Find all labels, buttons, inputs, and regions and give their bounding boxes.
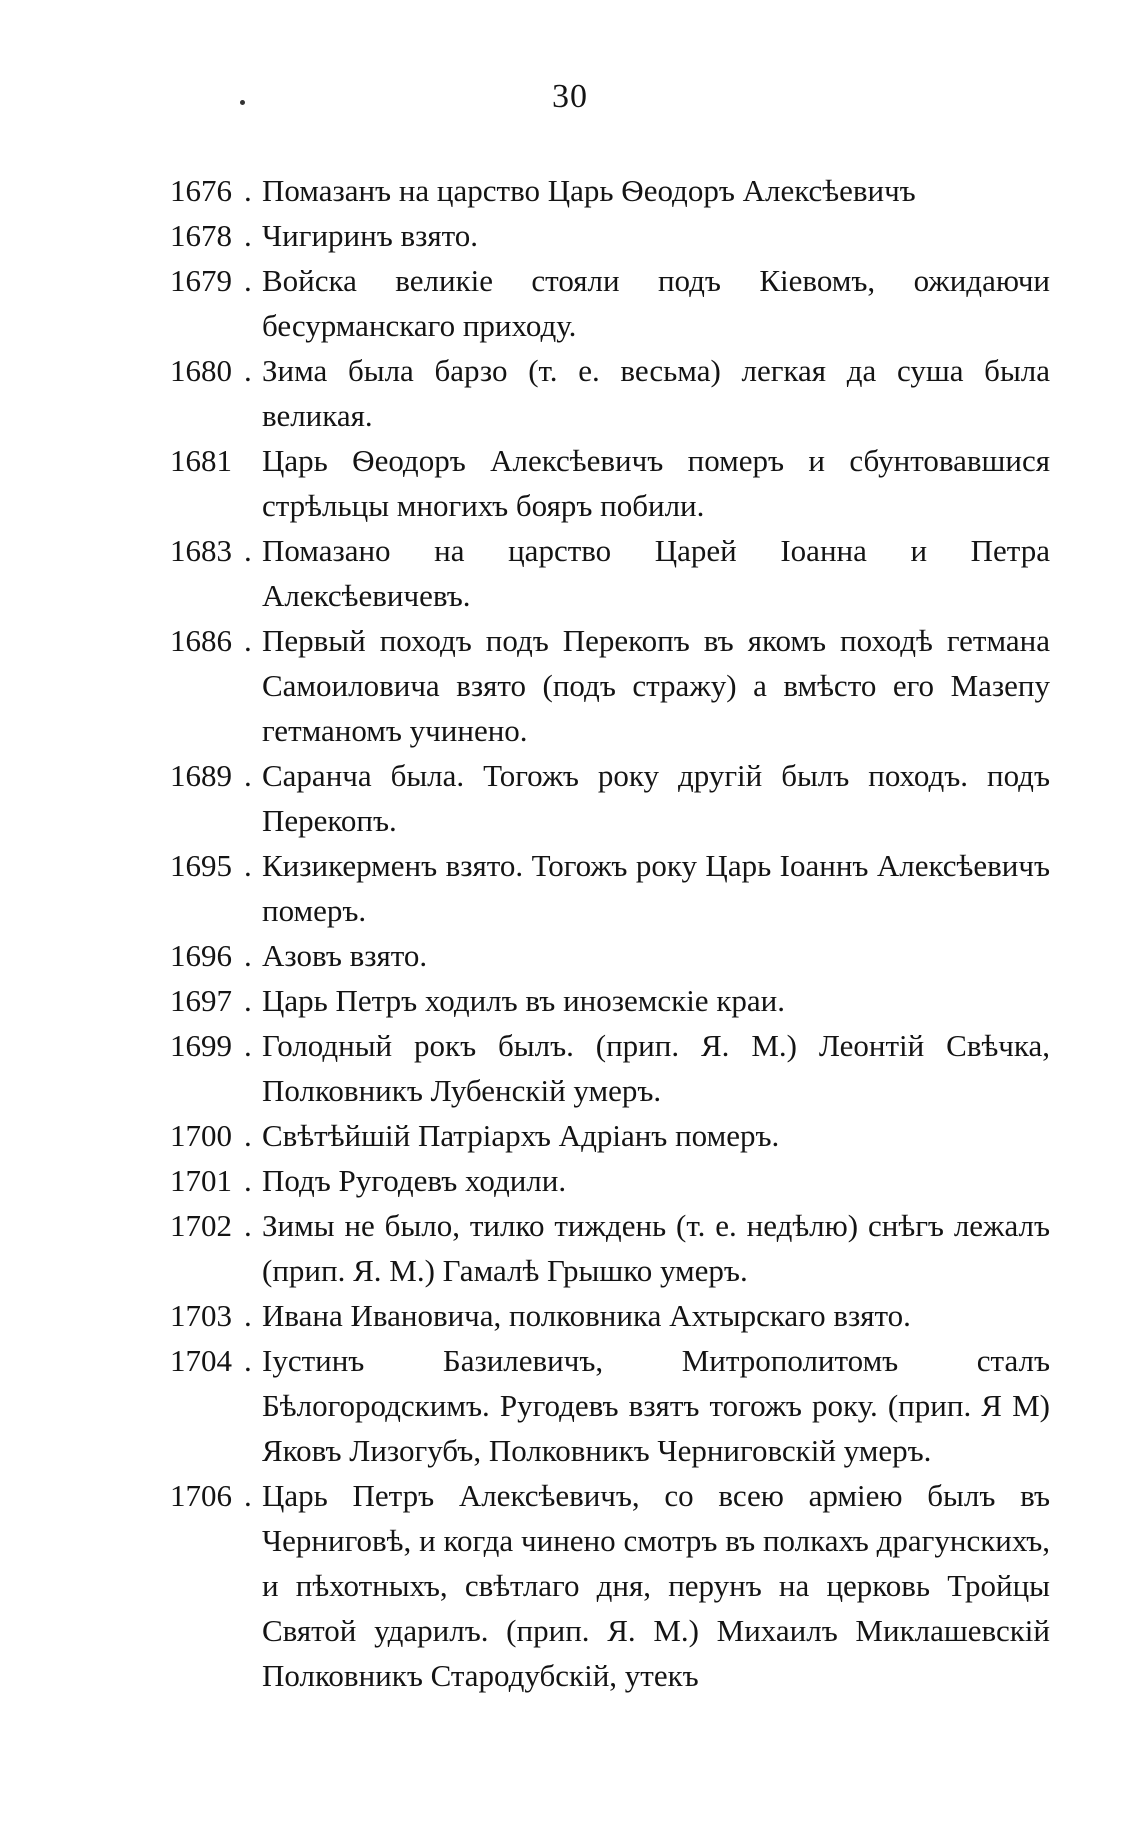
entry-text: Зимы не было, тилко тиждень (т. е. недѣлю) снѣгъ лежалъ (прип. Я. М.) Гамалѣ Грышко умеръ. bbox=[262, 1208, 1050, 1288]
entry-text: Азовъ взято. bbox=[262, 938, 428, 973]
chronicle-entry: 1679 . Войска великіе стояли подъ Кіевомъ, ожидаючи бесурманскаго приходу. bbox=[170, 258, 1050, 348]
entry-text: Саранча была. Тогожъ року другій былъ походъ. подъ Перекопъ. bbox=[262, 758, 1050, 838]
entry-year: 1686 bbox=[170, 623, 232, 658]
chronicle-entries bbox=[170, 168, 1050, 1698]
chronicle-entry: 1701 . Подъ Ругодевъ ходили. bbox=[170, 1158, 1050, 1203]
entry-year: 1676 bbox=[170, 173, 232, 208]
entry-year: 1681 bbox=[170, 443, 232, 478]
entry-text: Царь Петръ ходилъ въ иноземскіе краи. bbox=[262, 983, 785, 1018]
entry-year: 1700 bbox=[170, 1118, 232, 1153]
chronicle-entry: 1695 . Кизикерменъ взято. Тогожъ року Царь Іоаннъ Алексѣевичъ померъ. bbox=[170, 843, 1050, 933]
page-number: 30 bbox=[552, 78, 588, 115]
chronicle-entry: 1676 . Помазанъ на царство Царь Ѳеодоръ Алексѣевичъ bbox=[170, 168, 1050, 213]
chronicle-entry: 1678 . Чигиринъ взято. bbox=[170, 213, 1050, 258]
entry-year: 1695 bbox=[170, 848, 232, 883]
chronicle-entry: 1706 . Царь Петръ Алексѣевичъ, со всею арміею былъ въ Черниговѣ, и когда чинено смотръ въ полкахъ драгунскихъ, и пѣхотныхъ, свѣтлаго дня, перунъ на церковь Тройцы Святой ударилъ. (прип. Я. М.) Михаилъ Миклашевскій Полковникъ Стародубскій, утекъ bbox=[170, 1473, 1050, 1698]
chronicle-entry: 1686 . Первый походъ подъ Перекопъ въ якомъ походѣ гетмана Самоиловича взято (подъ стражу) а вмѣсто его Мазепу гетманомъ учинено. bbox=[170, 618, 1050, 753]
entry-year: 1689 bbox=[170, 758, 232, 793]
entry-year: 1683 bbox=[170, 533, 232, 568]
chronicle-entry bbox=[170, 438, 1050, 528]
chronicle-entry: 1704 . Іустинъ Базилевичъ, Митрополитомъ сталъ Бѣлогородскимъ. Ругодевъ взятъ тогожъ року. (прип. Я М) Яковъ Лизогубъ, Полковникъ Черниговскій умеръ. bbox=[170, 1338, 1050, 1473]
chronicle-entry: 1697 . Царь Петръ ходилъ въ иноземскіе краи. bbox=[170, 978, 1050, 1023]
chronicle-entry: 1700 . Свѣтѣйшій Патріархъ Адріанъ померъ. bbox=[170, 1113, 1050, 1158]
entry-text: Помазанъ на царство Царь Ѳеодоръ Алексѣевичъ bbox=[262, 173, 916, 208]
entry-text: Подъ Ругодевъ ходили. bbox=[262, 1163, 567, 1198]
entry-text: Чигиринъ взято. bbox=[262, 218, 479, 253]
entry-year: 1680 bbox=[170, 353, 232, 388]
entry-year: 1697 bbox=[170, 983, 232, 1018]
entry-year: 1701 bbox=[170, 1163, 232, 1198]
chronicle-entry: 1702 . Зимы не было, тилко тиждень (т. е. недѣлю) снѣгъ лежалъ (прип. Я. М.) Гамалѣ Грышко умеръ. bbox=[170, 1203, 1050, 1293]
chronicle-entry: 1680 . Зима была барзо (т. е. весьма) легкая да суша была великая. bbox=[170, 348, 1050, 438]
entry-text: Царь Петръ Алексѣевичъ, со всею арміею былъ въ Черниговѣ, и когда чинено смотръ въ полкахъ драгунскихъ, и пѣхотныхъ, свѣтлаго дня, перунъ на церковь Тройцы Святой ударилъ. (прип. Я. М.) Михаилъ Миклашевскій Полковникъ Стародубскій, утекъ bbox=[262, 1478, 1050, 1693]
chronicle-entry: 1689 . Саранча была. Тогожъ року другій былъ походъ. подъ Перекопъ. bbox=[170, 753, 1050, 843]
entry-text: Зима была барзо (т. е. весьма) легкая да суша была великая. bbox=[262, 353, 1050, 433]
entry-year: 1696 bbox=[170, 938, 232, 973]
entry-text: Царь Ѳеодоръ Алексѣевичъ померъ и сбунтовавшися стрѣльцы многихъ бояръ побили. bbox=[262, 443, 1050, 523]
chronicle-entry: 1703 . Ивана Ивановича, полковника Ахтырскаго взято. bbox=[170, 1293, 1050, 1338]
chronicle-entry: 1683 . Помазано на царство Царей Іоанна и Петра Алексѣевичевъ. bbox=[170, 528, 1050, 618]
entry-year: 1699 bbox=[170, 1028, 232, 1063]
entry-year: 1679 bbox=[170, 263, 232, 298]
entry-text: Первый походъ подъ Перекопъ въ якомъ походѣ гетмана Самоиловича взято (подъ стражу) а вмѣсто его Мазепу гетманомъ учинено. bbox=[262, 623, 1050, 748]
entry-text: Войска великіе стояли подъ Кіевомъ, ожидаючи бесурманскаго приходу. bbox=[262, 263, 1050, 343]
entry-year: 1702 bbox=[170, 1208, 232, 1243]
entry-text: Помазано на царство Царей Іоанна и Петра Алексѣевичевъ. bbox=[262, 533, 1050, 613]
entry-year: 1704 bbox=[170, 1343, 232, 1378]
entry-year: 1703 bbox=[170, 1298, 232, 1333]
entry-text: Голодный рокъ былъ. (прип. Я. М.) Леонтій Свѣчка, Полковникъ Лубенскій умеръ. bbox=[262, 1028, 1050, 1108]
entry-text: Свѣтѣйшій Патріархъ Адріанъ померъ. bbox=[262, 1118, 780, 1153]
chronicle-entry: 1699 . Голодный рокъ былъ. (прип. Я. М.) Леонтій Свѣчка, Полковникъ Лубенскій умеръ. bbox=[170, 1023, 1050, 1113]
entry-year: 1678 bbox=[170, 218, 232, 253]
entry-text: Кизикерменъ взято. Тогожъ року Царь Іоаннъ Алексѣевичъ померъ. bbox=[262, 848, 1050, 928]
entry-text: Ивана Ивановича, полковника Ахтырскаго взято. bbox=[262, 1298, 911, 1333]
entry-year: 1706 bbox=[170, 1478, 232, 1513]
entry-text: Іустинъ Базилевичъ, Митрополитомъ сталъ Бѣлогородскимъ. Ругодевъ взятъ тогожъ року. (прип. Я М) Яковъ Лизогубъ, Полковникъ Черниговскій умеръ. bbox=[262, 1343, 1050, 1468]
chronicle-entry: 1696 . Азовъ взято. bbox=[170, 933, 1050, 978]
